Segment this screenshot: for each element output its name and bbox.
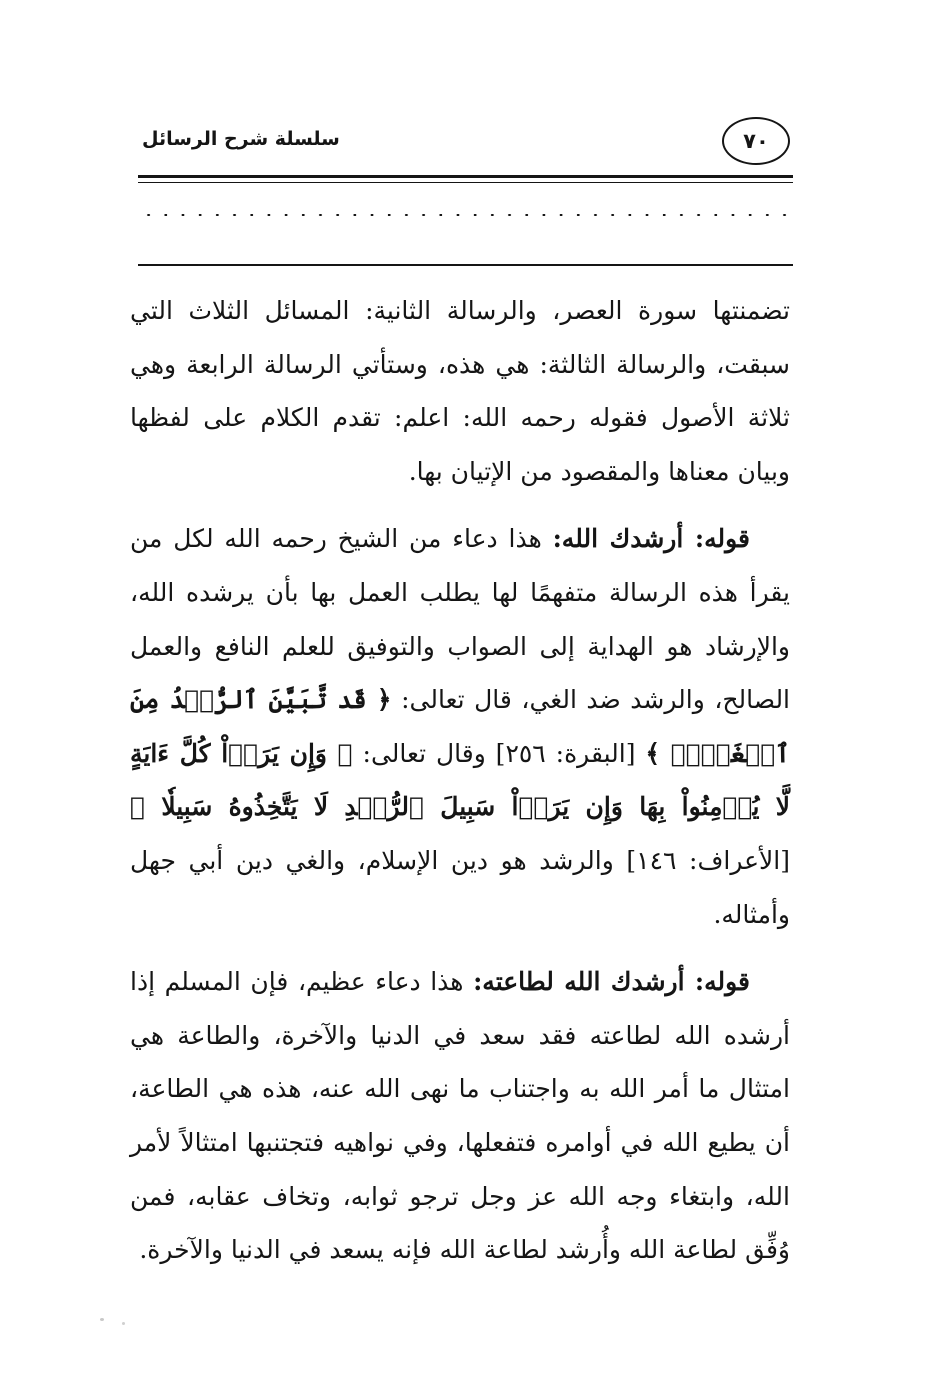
quran-verse-2: ﴿ وَإِن يَرَوۡاْ كُلَّ ءَايَةٍ لَّا يُؤۡمِنُواْ بِهَا وَإِن يَرَوۡاْ سَبِيلَ ٱلرُّشۡدِ لَا يَتَّخِذُوهُ سَبِيلٗا ﴾ bbox=[130, 738, 790, 822]
paragraph-2-text-2: وقال تعالى: bbox=[352, 738, 486, 768]
page-header bbox=[130, 112, 790, 172]
paragraph-3-lead: قوله: أرشدك الله لطاعته: bbox=[473, 967, 751, 997]
pencil-mark bbox=[100, 1318, 104, 1321]
header-rule-thin bbox=[138, 182, 793, 183]
verse-ref-1: [البقرة: ٢٥٦] bbox=[485, 738, 646, 768]
paragraph-2 bbox=[130, 512, 790, 941]
header-rule-thick bbox=[138, 175, 793, 178]
pencil-mark bbox=[122, 1322, 125, 1325]
paragraph-1 bbox=[130, 284, 790, 498]
page-number-badge bbox=[722, 117, 790, 165]
paragraph-1-text: تضمنتها سورة العصر، والرسالة الثانية: المسائل الثلاث التي سبقت، والرسالة الثالثة: هي هذه، وستأتي الرسالة الرابعة وهي ثلاثة الأصول فقوله رحمه الله: اعلم: تقدم الكلام على لفظها وبيان معناها والمقصود من الإتيان بها. bbox=[130, 296, 790, 486]
text-top-rule bbox=[138, 264, 793, 266]
body-text bbox=[130, 284, 790, 1277]
paragraph-2-text-1: هذا دعاء من الشيخ رحمه الله لكل من يقرأ هذه الرسالة متفهمًا لها يطلب العمل بها بأن يرشده الله، والإرشاد هو الهداية إلى الصواب والتوفيق للعلم النافع والعمل الصالح، والرشد ضد الغي، قال تعالى: bbox=[130, 524, 791, 715]
paragraph-2-text-3: والرشد هو دين الإسلام، والغي دين أبي جهل وأمثاله. bbox=[130, 845, 790, 929]
dotted-separator bbox=[140, 214, 790, 216]
page-number: ٧٠ bbox=[743, 129, 769, 153]
paragraph-2-lead: قوله: أرشدك الله: bbox=[552, 524, 751, 554]
series-title: سلسلة شرح الرسائل bbox=[142, 128, 340, 150]
paragraph-3 bbox=[130, 955, 790, 1277]
verse-ref-2: [الأعراف: ١٤٦] bbox=[613, 845, 790, 875]
quran-verse-1: ﴿ قَد تَّبَيَّنَ ٱلرُّشۡدُ مِنَ ٱلۡغَيِّۚ ﴾ bbox=[130, 685, 791, 768]
paragraph-3-text: هذا دعاء عظيم، فإن المسلم إذا أرشده الله لطاعته فقد سعد في الدنيا والآخرة، والطاعة هي امتثال ما أمر الله به واجتناب ما نهى الله عنه، هذه هي الطاعة، أن يطيع الله في أوامره فتفعلها، وفي نواهيه فتجتنبها امتثالاً لأمر الله، وابتغاء وجه الله عز وجل ترجو ثوابه، وتخاف عقابه، فمن وُفِّق لطاعة الله وأُرشد لطاعة الله فإنه يسعد في الدنيا والآخرة. bbox=[130, 967, 790, 1265]
